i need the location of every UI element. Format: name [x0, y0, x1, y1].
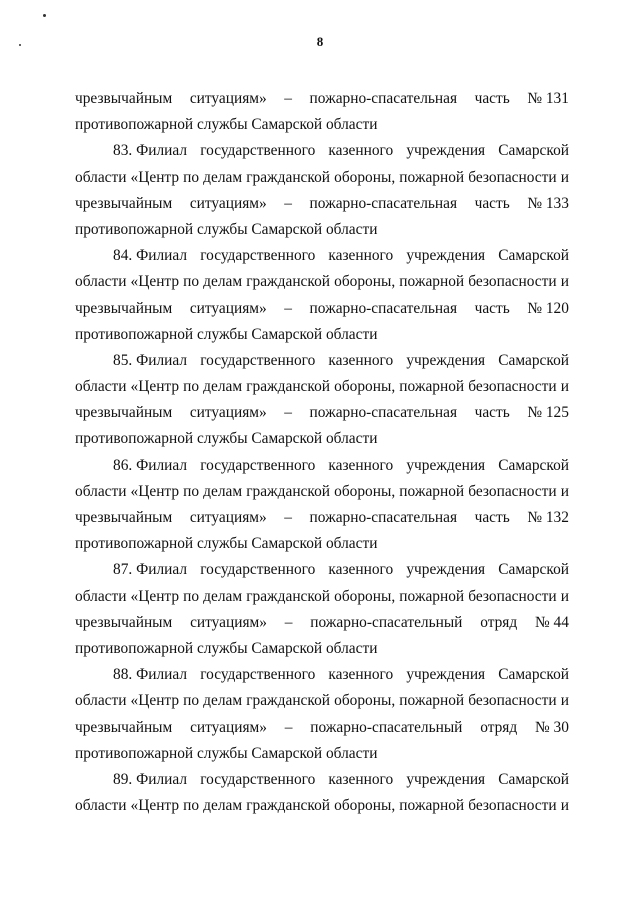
word: гражданской — [246, 797, 331, 815]
word: делам — [203, 482, 243, 500]
word: делам — [203, 168, 243, 186]
word: казенного — [328, 456, 394, 474]
word: безопасности — [468, 797, 557, 815]
word: чрезвычайным — [75, 299, 173, 317]
word: ситуациям» — [190, 613, 267, 631]
word: пожарно-спасательная — [309, 90, 458, 107]
paragraph-line: противопожарной службы Самарской области — [75, 535, 378, 553]
word: Самарской — [498, 666, 569, 684]
word: часть — [474, 299, 510, 317]
word: отряд — [480, 718, 518, 736]
word: области — [75, 482, 127, 500]
paragraph-line — [75, 479, 569, 505]
scan-speck — [43, 14, 46, 17]
word: и — [560, 273, 569, 291]
word: обороны, — [334, 168, 396, 186]
word: и — [560, 482, 569, 500]
word: часть — [474, 90, 510, 107]
paragraph-line: противопожарной службы Самарской области — [75, 325, 378, 343]
word: безопасности — [468, 168, 557, 186]
word: по — [183, 273, 200, 291]
word: учреждения — [406, 247, 486, 265]
list-item — [75, 557, 569, 662]
word: «Центр — [130, 378, 180, 396]
word: Самарской — [498, 247, 569, 265]
word: ситуациям» — [189, 194, 267, 212]
word: Самарской — [498, 561, 569, 579]
word: чрезвычайным — [75, 613, 173, 631]
list-item — [75, 453, 569, 558]
word: государственного — [200, 247, 316, 265]
word: «Центр — [130, 797, 180, 815]
word: учреждения — [406, 561, 486, 579]
paragraph-line — [75, 793, 569, 819]
paragraph-line — [75, 715, 569, 741]
word: 86. Филиал — [113, 456, 188, 474]
paragraph-line: противопожарной службы Самарской области — [75, 639, 378, 657]
paragraph-line: противопожарной службы Самарской области — [75, 430, 378, 448]
word: безопасности — [468, 482, 557, 500]
word: «Центр — [130, 273, 180, 291]
word: 85. Филиал — [113, 351, 188, 369]
word: безопасности — [468, 273, 557, 291]
paragraph-line: противопожарной службы Самарской области — [75, 116, 378, 134]
word: – — [284, 404, 292, 422]
word: государственного — [200, 770, 316, 788]
paragraph-line — [75, 584, 569, 610]
word: ситуациям» — [190, 718, 267, 736]
word: Самарской — [498, 456, 569, 474]
word: делам — [203, 587, 243, 605]
paragraph-line: противопожарной службы Самарской области — [75, 744, 378, 762]
word: – — [284, 718, 293, 736]
word: «Центр — [130, 482, 180, 500]
word: № 131 — [527, 90, 569, 107]
word: казенного — [328, 561, 394, 579]
word: учреждения — [406, 456, 486, 474]
word: – — [284, 613, 293, 631]
paragraph-line — [75, 505, 569, 531]
word: пожарной — [399, 482, 465, 500]
word: учреждения — [406, 142, 486, 160]
word: ситуациям» — [189, 509, 267, 526]
word: по — [183, 692, 200, 710]
word: учреждения — [406, 666, 486, 684]
word: обороны, — [334, 587, 396, 605]
word: по — [183, 378, 200, 396]
word: государственного — [200, 351, 316, 369]
word: государственного — [200, 666, 316, 684]
word: безопасности — [468, 692, 557, 710]
word: делам — [203, 378, 243, 396]
paragraph-line — [75, 662, 569, 688]
word: ситуациям» — [189, 404, 267, 422]
word: и — [560, 692, 569, 710]
document-body — [75, 86, 569, 819]
word: пожарно-спасательная — [309, 509, 458, 526]
word: «Центр — [130, 587, 180, 605]
word: – — [284, 509, 292, 526]
word: области — [75, 273, 127, 291]
word: пожарной — [399, 273, 465, 291]
word: 87. Филиал — [113, 561, 188, 579]
word: № 125 — [527, 404, 569, 422]
paragraph-line — [75, 165, 569, 191]
word: пожарной — [399, 168, 465, 186]
paragraph-line: противопожарной службы Самарской области — [75, 220, 378, 238]
paragraph-line — [75, 296, 569, 322]
word: государственного — [200, 561, 316, 579]
paragraph-line — [75, 688, 569, 714]
word: гражданской — [246, 587, 331, 605]
word: обороны, — [334, 692, 396, 710]
word: и — [560, 797, 569, 815]
word: государственного — [200, 456, 316, 474]
word: пожарной — [399, 378, 465, 396]
word: казенного — [328, 666, 394, 684]
word: № 133 — [527, 194, 569, 212]
word: безопасности — [468, 587, 557, 605]
word: учреждения — [406, 770, 486, 788]
list-item — [75, 348, 569, 453]
word: гражданской — [246, 692, 331, 710]
word: гражданской — [246, 378, 331, 396]
word: отряд — [480, 613, 518, 631]
word: «Центр — [130, 168, 180, 186]
word: часть — [474, 509, 510, 526]
word: гражданской — [246, 273, 331, 291]
list-item — [75, 138, 569, 243]
word: часть — [474, 194, 510, 212]
word: пожарно-спасательная — [309, 194, 458, 212]
word: пожарной — [399, 797, 465, 815]
paragraph-line — [75, 610, 569, 636]
word: пожарно-спасательная — [309, 299, 458, 317]
word: 89. Филиал — [113, 770, 188, 788]
paragraph-line — [75, 86, 569, 112]
word: гражданской — [246, 168, 331, 186]
word: Самарской — [498, 351, 569, 369]
word: казенного — [328, 770, 394, 788]
word: чрезвычайным — [75, 509, 173, 526]
word: и — [560, 378, 569, 396]
word: области — [75, 692, 127, 710]
word: и — [560, 168, 569, 186]
word: – — [284, 194, 292, 212]
word: казенного — [328, 247, 394, 265]
word: учреждения — [406, 351, 486, 369]
word: обороны, — [334, 482, 396, 500]
word: государственного — [200, 142, 316, 160]
page-number: 8 — [316, 34, 324, 49]
word: обороны, — [334, 378, 396, 396]
paragraph-line — [75, 767, 569, 793]
word: «Центр — [130, 692, 180, 710]
word: чрезвычайным — [75, 90, 173, 107]
list-item — [75, 767, 569, 819]
word: области — [75, 378, 127, 396]
word: – — [284, 299, 292, 317]
word: делам — [203, 692, 243, 710]
paragraph-line — [75, 557, 569, 583]
word: 83. Филиал — [113, 142, 188, 160]
word: – — [284, 90, 292, 107]
word: чрезвычайным — [75, 194, 173, 212]
intro-paragraph — [75, 86, 569, 138]
paragraph-line — [75, 400, 569, 426]
word: области — [75, 797, 127, 815]
list-item — [75, 662, 569, 767]
word: 84. Филиал — [113, 247, 188, 265]
word: чрезвычайным — [75, 404, 173, 422]
word: ситуациям» — [189, 299, 267, 317]
word: делам — [203, 273, 243, 291]
word: пожарно-спасательный — [310, 718, 463, 736]
word: по — [183, 587, 200, 605]
word: пожарной — [399, 587, 465, 605]
paragraph-line — [75, 269, 569, 295]
word: казенного — [328, 351, 394, 369]
word: пожарной — [399, 692, 465, 710]
word: безопасности — [468, 378, 557, 396]
word: № 30 — [535, 718, 569, 736]
word: обороны, — [334, 273, 396, 291]
word: Самарской — [498, 142, 569, 160]
word: области — [75, 587, 127, 605]
word: часть — [474, 404, 510, 422]
paragraph-line — [75, 374, 569, 400]
paragraph-line — [75, 348, 569, 374]
word: пожарно-спасательный — [310, 613, 463, 631]
paragraph-line — [75, 453, 569, 479]
word: № 120 — [527, 299, 569, 317]
word: № 44 — [535, 613, 569, 631]
word: ситуациям» — [189, 90, 267, 107]
word: по — [183, 482, 200, 500]
paragraph-line — [75, 191, 569, 217]
word: по — [183, 168, 200, 186]
list-item — [75, 243, 569, 348]
word: обороны, — [334, 797, 396, 815]
word: казенного — [328, 142, 394, 160]
word: и — [560, 587, 569, 605]
paragraph-line — [75, 243, 569, 269]
word: делам — [203, 797, 243, 815]
word: 88. Филиал — [113, 666, 188, 684]
word: № 132 — [527, 509, 569, 526]
paragraph-line — [75, 138, 569, 164]
word: по — [183, 797, 200, 815]
word: гражданской — [246, 482, 331, 500]
word: Самарской — [498, 770, 569, 788]
word: области — [75, 168, 127, 186]
word: пожарно-спасательная — [309, 404, 458, 422]
word: чрезвычайным — [75, 718, 173, 736]
